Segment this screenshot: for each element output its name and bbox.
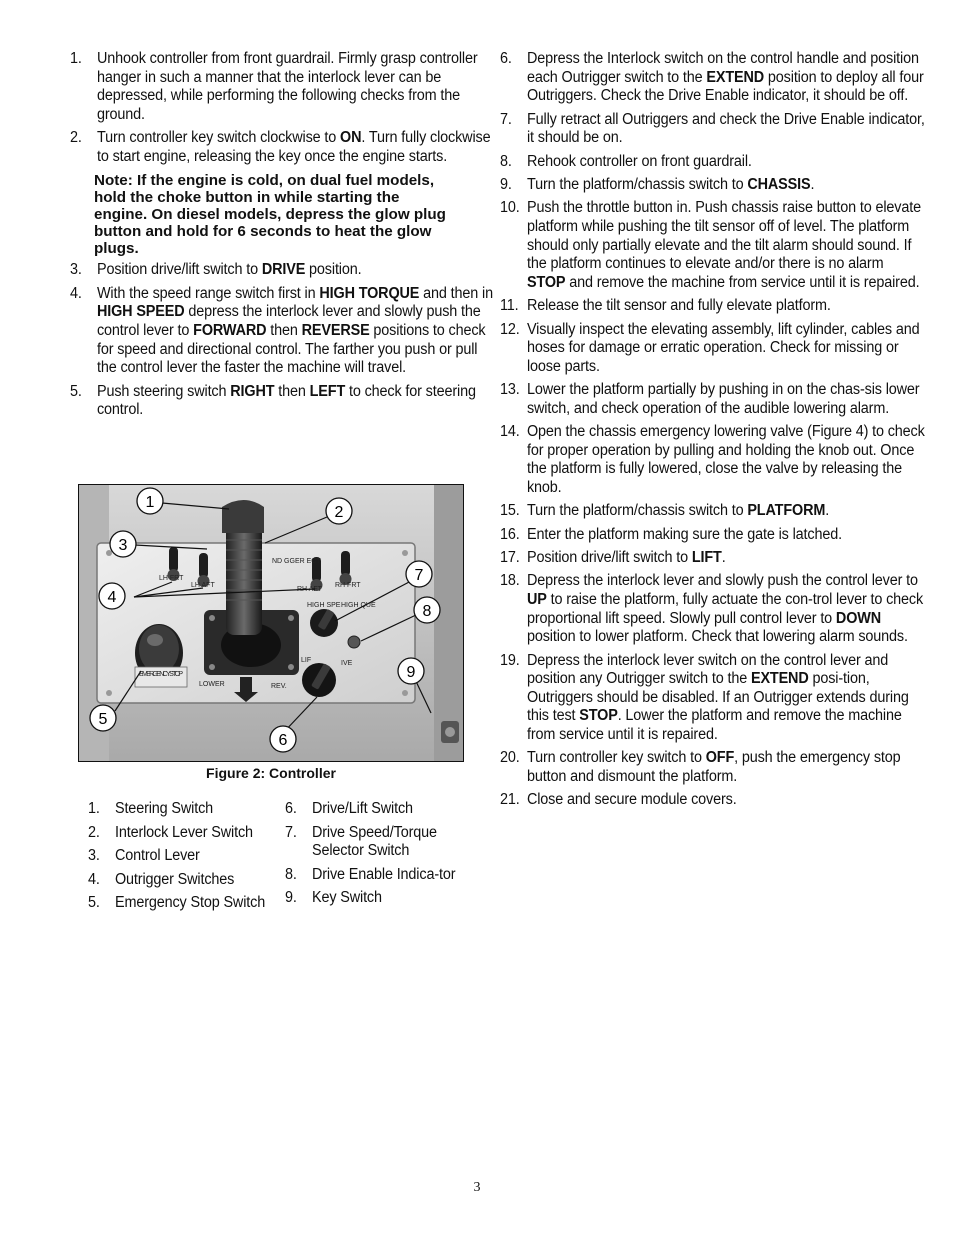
engine-note: Note: If the engine is cold, on dual fuel models, hold the choke button in while starting the engine. On diesel models, depress the glow plug button and hold for 6 seconds to heat the glow plugs. bbox=[94, 172, 446, 258]
step-number: 3. bbox=[70, 261, 82, 279]
callout-4 bbox=[99, 583, 125, 609]
label-high-torque: HIGH QUE bbox=[341, 602, 376, 609]
step-text: Fully retract all Outriggers and check the Drive Enable indicator, it should be on. bbox=[526, 110, 925, 147]
svg-text:8: 8 bbox=[422, 603, 432, 620]
legend-item bbox=[285, 866, 491, 885]
step-text: Push the throttle button in. Push chassis raise button to elevate platform while pushing the tilt sensor off of level. The platform should only partially elevate and the tilt alarm should sound. If the platform continues to elevate and/or there is no alarm STOP and remove the machine from service until it is repaired. bbox=[526, 199, 921, 291]
drive-lift-switch[interactable] bbox=[302, 663, 336, 697]
figure-legend-left bbox=[88, 800, 268, 918]
svg-text:6: 6 bbox=[278, 732, 288, 749]
step-number: 7. bbox=[500, 110, 512, 128]
step-text: Release the tilt sensor and fully elevate platform. bbox=[526, 297, 831, 315]
label-rev: REV. bbox=[271, 683, 287, 690]
step-number: 20. bbox=[500, 749, 520, 767]
label-drive: IVE bbox=[341, 660, 353, 667]
step-number: 9. bbox=[500, 175, 512, 193]
legend-number: 9. bbox=[285, 889, 297, 907]
svg-text:3: 3 bbox=[118, 537, 128, 554]
step-number: 21. bbox=[500, 791, 520, 809]
legend-item bbox=[88, 824, 294, 843]
callout-9 bbox=[398, 658, 424, 684]
callout-7 bbox=[406, 561, 432, 587]
step-item bbox=[500, 199, 925, 292]
step-item bbox=[70, 383, 495, 420]
step-item bbox=[500, 572, 925, 646]
step-text: Rehook controller on front guardrail. bbox=[526, 152, 752, 170]
legend-number: 4. bbox=[88, 870, 100, 888]
drive-enable-indicator bbox=[348, 636, 360, 648]
callout-8 bbox=[414, 597, 440, 623]
step-text: Position drive/lift switch to LIFT. bbox=[526, 549, 726, 567]
step-item bbox=[70, 50, 495, 124]
step-item bbox=[500, 652, 925, 745]
legend-text: Drive/Lift Switch bbox=[311, 800, 413, 817]
svg-text:1: 1 bbox=[145, 494, 155, 511]
step-item bbox=[500, 321, 925, 377]
step-number: 14. bbox=[500, 423, 520, 441]
step-item bbox=[500, 502, 925, 521]
step-number: 13. bbox=[500, 381, 520, 399]
step-item bbox=[500, 526, 925, 545]
step-text: Enter the platform making sure the gate is latched. bbox=[526, 525, 842, 543]
step-text: Visually inspect the elevating assembly, lift cylinder, cables and hoses for damage or erratic operation. Check for missing or loose parts. bbox=[526, 320, 920, 375]
controller-illustration bbox=[79, 485, 464, 762]
speed-torque-selector[interactable] bbox=[310, 609, 338, 637]
step-number: 11. bbox=[500, 297, 519, 315]
step-item bbox=[500, 50, 925, 106]
step-number: 15. bbox=[500, 502, 520, 520]
legend-text: Control Lever bbox=[114, 847, 200, 865]
legend-number: 8. bbox=[285, 865, 297, 883]
key-switch[interactable] bbox=[441, 721, 459, 743]
step-item bbox=[500, 791, 925, 810]
legend-item bbox=[285, 889, 491, 908]
step-text: Turn the platform/chassis switch to CHASSIS. bbox=[526, 175, 815, 193]
step-text: With the speed range switch first in HIGH TORQUE and then in HIGH SPEED depress the interlock lever and slowly push the control lever to FORWARD then REVERSE positions to check for speed and directional control. The farther you push or pull the control lever the faster the machine will travel. bbox=[96, 284, 493, 377]
label-drive-select: ND GGER ECT bbox=[272, 558, 321, 565]
legend-text: Interlock Lever Switch bbox=[114, 823, 253, 841]
step-text: Position drive/lift switch to DRIVE position. bbox=[96, 261, 362, 279]
step-text: Turn the platform/chassis switch to PLATFORM. bbox=[526, 502, 830, 520]
label-lh-frt: LH FRT bbox=[159, 575, 184, 582]
step-text: Unhook controller from front guardrail. Firmly grasp controller hanger in such a manner that the interlock lever can be depressed, while performing the following checks from the ground. bbox=[96, 50, 478, 123]
label-rh-frt: RH FRT bbox=[335, 582, 361, 589]
controller-figure bbox=[78, 484, 464, 762]
steps-list-part-1 bbox=[70, 50, 491, 166]
legend-text: Drive Enable Indica-tor bbox=[311, 865, 456, 883]
legend-text: Key Switch bbox=[311, 889, 382, 907]
legend-text: Steering Switch bbox=[114, 800, 214, 817]
step-item bbox=[500, 176, 925, 195]
step-text: Turn controller key switch to OFF, push the emergency stop button and dismount the platform. bbox=[526, 749, 901, 785]
label-lift: LIF bbox=[301, 657, 312, 664]
legend-text: Drive Speed/Torque Selector Switch bbox=[311, 823, 437, 860]
step-item bbox=[500, 111, 925, 148]
svg-text:2: 2 bbox=[334, 504, 344, 521]
step-text: Close and secure module covers. bbox=[526, 791, 737, 809]
step-number: 8. bbox=[500, 152, 512, 170]
step-number: 16. bbox=[500, 525, 520, 543]
legend-item bbox=[88, 800, 294, 819]
callout-2 bbox=[326, 498, 352, 524]
callout-6 bbox=[270, 726, 296, 752]
step-item bbox=[500, 297, 925, 316]
step-number: 10. bbox=[500, 199, 520, 217]
legend-item bbox=[88, 894, 294, 913]
step-number: 2. bbox=[70, 129, 82, 147]
step-text: Turn controller key switch clockwise to ON. Turn fully clockwise to start engine, releasing the key once the engine starts. bbox=[96, 129, 491, 165]
page-number: 3 bbox=[473, 1180, 481, 1195]
step-text: Push steering switch RIGHT then LEFT to check for steering control. bbox=[96, 382, 476, 419]
step-item bbox=[500, 749, 925, 786]
legend-number: 2. bbox=[88, 823, 100, 841]
step-number: 4. bbox=[70, 284, 82, 302]
step-item bbox=[500, 153, 925, 172]
svg-text:9: 9 bbox=[406, 664, 416, 681]
label-rh-aft: RH AFT bbox=[297, 586, 322, 593]
legend-number: 7. bbox=[285, 823, 297, 841]
step-item bbox=[500, 549, 925, 568]
step-number: 6. bbox=[500, 50, 512, 67]
label-high-speed: HIGH SPE bbox=[307, 602, 341, 609]
figure-legend-right bbox=[285, 800, 465, 913]
step-text: Lower the platform partially by pushing in on the chas-sis lower switch, and check operation of the audible lowering alarm. bbox=[526, 381, 920, 417]
step-item bbox=[70, 261, 495, 280]
callout-3 bbox=[110, 531, 136, 557]
step-item bbox=[70, 285, 495, 378]
legend-item bbox=[88, 871, 294, 890]
figure-caption: Figure 2: Controller bbox=[206, 765, 336, 781]
svg-text:5: 5 bbox=[98, 711, 108, 728]
step-text: Open the chassis emergency lowering valve (Figure 4) to check for proper operation by pulling and holding the knob out. Once the platform is fully lowered, close the valve by releasing the knob. bbox=[526, 423, 925, 496]
step-text: Depress the interlock lever switch on the control lever and position any Outrigger switch to the EXTEND posi-tion, Outriggers should be disabled. If an Outrigger extends during this test STOP. Lower the platform and remove the machine from service until it is repaired. bbox=[526, 651, 909, 743]
legend-item bbox=[88, 847, 294, 866]
callout-1 bbox=[137, 488, 163, 514]
legend-item bbox=[285, 824, 491, 861]
legend-number: 6. bbox=[285, 800, 297, 817]
svg-text:4: 4 bbox=[107, 589, 117, 606]
step-number: 18. bbox=[500, 572, 520, 590]
step-number: 12. bbox=[500, 320, 520, 338]
label-emergency-stop: EMERGENCY STOP bbox=[139, 671, 183, 678]
step-number: 19. bbox=[500, 651, 520, 669]
legend-number: 5. bbox=[88, 894, 100, 912]
step-item bbox=[500, 381, 925, 418]
step-number: 17. bbox=[500, 549, 520, 567]
callout-5 bbox=[90, 705, 116, 731]
step-number: 5. bbox=[70, 382, 82, 400]
legend-number: 3. bbox=[88, 847, 100, 865]
step-item bbox=[500, 423, 925, 497]
step-text: Depress the Interlock switch on the control handle and position each Outrigger switch to the EXTEND position to deploy all four Outriggers. Check the Drive Enable indicator, it should be off. bbox=[526, 50, 924, 105]
right-column bbox=[500, 50, 925, 815]
legend-text: Outrigger Switches bbox=[114, 870, 235, 888]
steps-list-part-2 bbox=[70, 261, 493, 419]
step-number: 1. bbox=[70, 50, 82, 67]
step-item bbox=[70, 129, 495, 166]
left-column bbox=[70, 50, 493, 425]
label-lh-aft: LH AFT bbox=[191, 582, 215, 589]
legend-number: 1. bbox=[88, 800, 100, 817]
legend-text: Emergency Stop Switch bbox=[114, 894, 266, 912]
legend-item bbox=[285, 800, 491, 819]
svg-text:7: 7 bbox=[414, 567, 424, 584]
step-text: Depress the interlock lever and slowly push the control lever to UP to raise the platform, fully actuate the con-trol lever to check proportional lift speed. Slowly pull control lever to DOWN position to lower platform. Check that lowering alarm sounds. bbox=[526, 572, 924, 646]
label-lower: LOWER bbox=[199, 681, 225, 688]
